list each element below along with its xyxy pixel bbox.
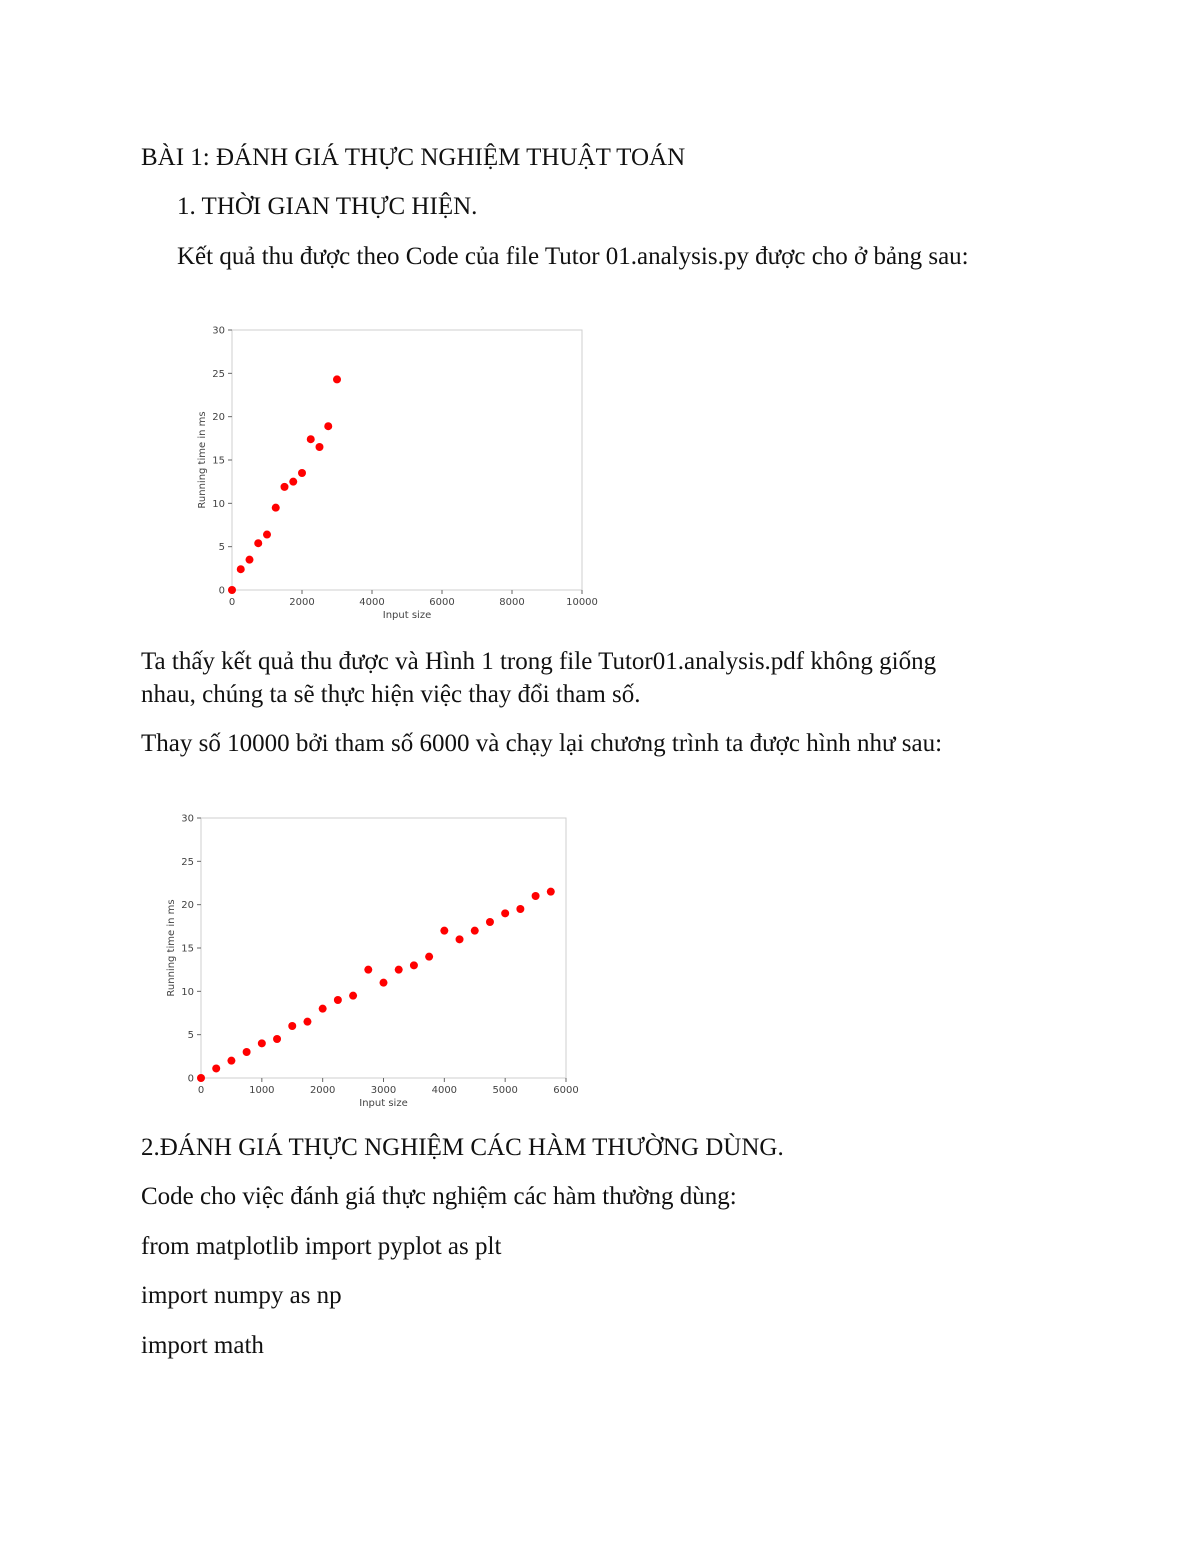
section1-intro: Kết quả thu được theo Code của file Tutor 01.analysis.py được cho ở bảng sau: — [177, 243, 969, 270]
x-tick-label: 4000 — [431, 1085, 458, 1096]
y-tick-label: 25 — [181, 856, 194, 868]
data-point — [272, 504, 280, 512]
code-line: from matplotlib import pyplot as plt — [141, 1233, 502, 1260]
x-tick-label: 1000 — [249, 1085, 275, 1096]
data-point — [547, 888, 555, 896]
y-axis-label: Running time in ms — [166, 899, 177, 997]
y-tick-label: 10 — [212, 498, 225, 510]
data-point — [298, 469, 306, 477]
data-point — [281, 483, 289, 491]
y-tick-label: 25 — [212, 368, 225, 380]
chart-1-svg — [180, 315, 620, 625]
data-point — [333, 375, 341, 383]
data-point — [456, 935, 464, 943]
plot-area-frame — [201, 818, 566, 1078]
y-tick-label: 5 — [187, 1030, 194, 1042]
y-tick-label: 10 — [181, 986, 194, 998]
chart-1 — [180, 315, 620, 625]
data-point — [316, 443, 324, 451]
data-point — [237, 565, 245, 573]
x-axis-label: Input size — [359, 1098, 408, 1109]
paragraph-1-line-1: Ta thấy kết quả thu được và Hình 1 trong file Tutor01.analysis.pdf không giống — [141, 648, 937, 675]
section2-title: 2.ĐÁNH GIÁ THỰC NGHIỆM CÁC HÀM THƯỜNG DÙNG. — [141, 1134, 784, 1161]
x-tick-label: 6000 — [553, 1085, 579, 1096]
data-point — [227, 1057, 235, 1065]
x-tick-label: 3000 — [370, 1085, 397, 1096]
data-point — [246, 556, 254, 564]
plot-area-frame — [232, 330, 582, 590]
chart-2 — [150, 805, 600, 1115]
data-point — [319, 1005, 327, 1013]
data-point — [212, 1064, 220, 1072]
y-tick-label: 20 — [212, 412, 225, 424]
x-tick-label: 4000 — [359, 597, 385, 608]
data-point — [501, 909, 509, 917]
code-line: import math — [141, 1332, 264, 1359]
data-point — [395, 966, 403, 974]
data-point — [425, 953, 433, 961]
data-point — [324, 422, 332, 430]
data-point — [349, 992, 357, 1000]
data-point — [334, 996, 342, 1004]
y-tick-label: 15 — [212, 455, 225, 467]
x-axis-label: Input size — [382, 610, 432, 621]
document-heading: BÀI 1: ĐÁNH GIÁ THỰC NGHIỆM THUẬT TOÁN — [141, 144, 686, 171]
data-point — [258, 1039, 266, 1047]
data-point — [410, 961, 418, 969]
y-tick-label: 15 — [181, 943, 194, 955]
y-tick-label: 20 — [181, 900, 194, 912]
data-point — [303, 1018, 311, 1026]
paragraph-1-line-2: nhau, chúng ta sẽ thực hiện việc thay đổi tham số. — [141, 681, 641, 708]
x-tick-label: 5000 — [492, 1085, 518, 1096]
x-tick-label: 2000 — [309, 1085, 336, 1096]
x-tick-label: 10000 — [566, 597, 598, 608]
data-point — [516, 905, 524, 913]
chart-2-svg — [150, 805, 600, 1115]
data-point — [380, 979, 388, 987]
data-point — [532, 892, 540, 900]
data-point — [263, 531, 271, 539]
data-point — [486, 918, 494, 926]
x-tick-label: 2000 — [289, 597, 315, 608]
data-point — [228, 586, 236, 594]
y-tick-label: 0 — [218, 585, 225, 597]
code-line: import numpy as np — [141, 1282, 342, 1309]
y-axis-label: Running time in ms — [197, 411, 208, 509]
x-tick-label: 8000 — [499, 597, 525, 608]
data-point — [243, 1048, 251, 1056]
y-tick-label: 0 — [187, 1073, 194, 1085]
section2-intro: Code cho việc đánh giá thực nghiệm các hàm thường dùng: — [141, 1183, 737, 1210]
data-point — [273, 1035, 281, 1043]
section1-title: 1. THỜI GIAN THỰC HIỆN. — [177, 193, 478, 220]
y-tick-label: 5 — [218, 542, 225, 554]
data-point — [307, 435, 315, 443]
data-point — [288, 1022, 296, 1030]
x-tick-label: 6000 — [429, 597, 455, 608]
data-point — [364, 966, 372, 974]
x-tick-label: 0 — [197, 1085, 205, 1096]
paragraph-2: Thay số 10000 bởi tham số 6000 và chạy lại chương trình ta được hình như sau: — [141, 730, 943, 757]
x-tick-label: 0 — [228, 597, 236, 608]
y-tick-label: 30 — [212, 325, 225, 337]
y-tick-label: 30 — [181, 813, 194, 825]
data-point — [254, 539, 262, 547]
data-point — [440, 927, 448, 935]
data-point — [289, 478, 297, 486]
data-point — [471, 927, 479, 935]
data-point — [197, 1074, 205, 1082]
